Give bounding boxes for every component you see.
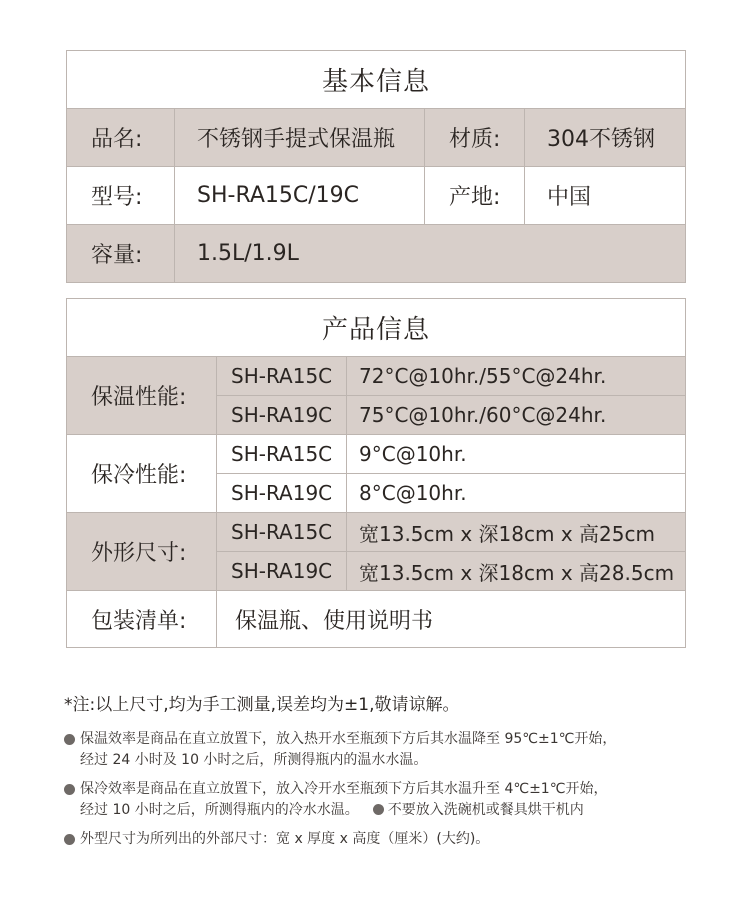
capacity-label: 容量:	[67, 225, 175, 283]
heat-model-19c: SH-RA19C	[217, 396, 347, 435]
note-heat	[64, 729, 704, 771]
heat-value-15c: 72°C@10hr./55°C@24hr.	[347, 357, 686, 396]
bullet-dot-icon	[64, 784, 75, 795]
note-heat-line2: 经过 24 小时及 10 小时之后，所测得瓶内的温水水温。	[80, 752, 428, 768]
bullet-dot-icon	[64, 734, 75, 745]
main-note: *注:以上尺寸,均为手工测量,误差均为±1,敬请谅解。	[64, 695, 460, 715]
bullet-dot-icon	[64, 834, 75, 845]
note-dishwasher: 不要放入洗碗机或餐具烘干机内	[387, 802, 584, 818]
bullet-dot-icon	[373, 804, 384, 815]
notes-section	[64, 690, 704, 858]
note-heat-line1: 保温效率是商品在直立放置下，放入热开水至瓶颈下方后其水温降至 95℃±1℃开始，	[80, 731, 617, 747]
cold-value-19c: 8°C@10hr.	[347, 474, 686, 513]
capacity-value: 1.5L/1.9L	[175, 225, 686, 283]
package-label: 包装清单:	[67, 591, 217, 648]
cold-model-15c: SH-RA15C	[217, 435, 347, 474]
dim-value-19c: 宽13.5cm x 深18cm x 高28.5cm	[347, 552, 686, 591]
origin-label: 产地:	[425, 167, 525, 225]
name-label: 品名:	[67, 109, 175, 167]
note-cold-line2: 经过 10 小时之后，所测得瓶内的冷水水温。	[80, 802, 359, 818]
material-label: 材质:	[425, 109, 525, 167]
cold-model-19c: SH-RA19C	[217, 474, 347, 513]
note-dimensions	[64, 829, 704, 850]
heat-retention-label: 保温性能:	[67, 357, 217, 435]
basic-info-title: 基本信息	[67, 51, 686, 109]
dim-value-15c: 宽13.5cm x 深18cm x 高25cm	[347, 513, 686, 552]
name-value: 不锈钢手提式保温瓶	[175, 109, 425, 167]
heat-model-15c: SH-RA15C	[217, 357, 347, 396]
dim-model-15c: SH-RA15C	[217, 513, 347, 552]
cold-retention-label: 保冷性能:	[67, 435, 217, 513]
note-cold	[64, 779, 704, 821]
product-info-title: 产品信息	[67, 299, 686, 357]
cold-value-15c: 9°C@10hr.	[347, 435, 686, 474]
dimensions-label: 外形尺寸:	[67, 513, 217, 591]
note-dimensions-text: 外型尺寸为所列出的外部尺寸：宽 x 厚度 x 高度（厘米）(大约)。	[80, 831, 490, 847]
product-info-table	[66, 298, 686, 648]
package-value: 保温瓶、使用说明书	[217, 591, 686, 648]
origin-value: 中国	[525, 167, 686, 225]
material-value: 304不锈钢	[525, 109, 686, 167]
heat-value-19c: 75°C@10hr./60°C@24hr.	[347, 396, 686, 435]
model-label: 型号:	[67, 167, 175, 225]
basic-info-table	[66, 50, 686, 283]
dim-model-19c: SH-RA19C	[217, 552, 347, 591]
model-value: SH-RA15C/19C	[175, 167, 425, 225]
note-cold-line1: 保冷效率是商品在直立放置下，放入冷开水至瓶颈下方后其水温升至 4℃±1℃开始，	[80, 781, 608, 797]
